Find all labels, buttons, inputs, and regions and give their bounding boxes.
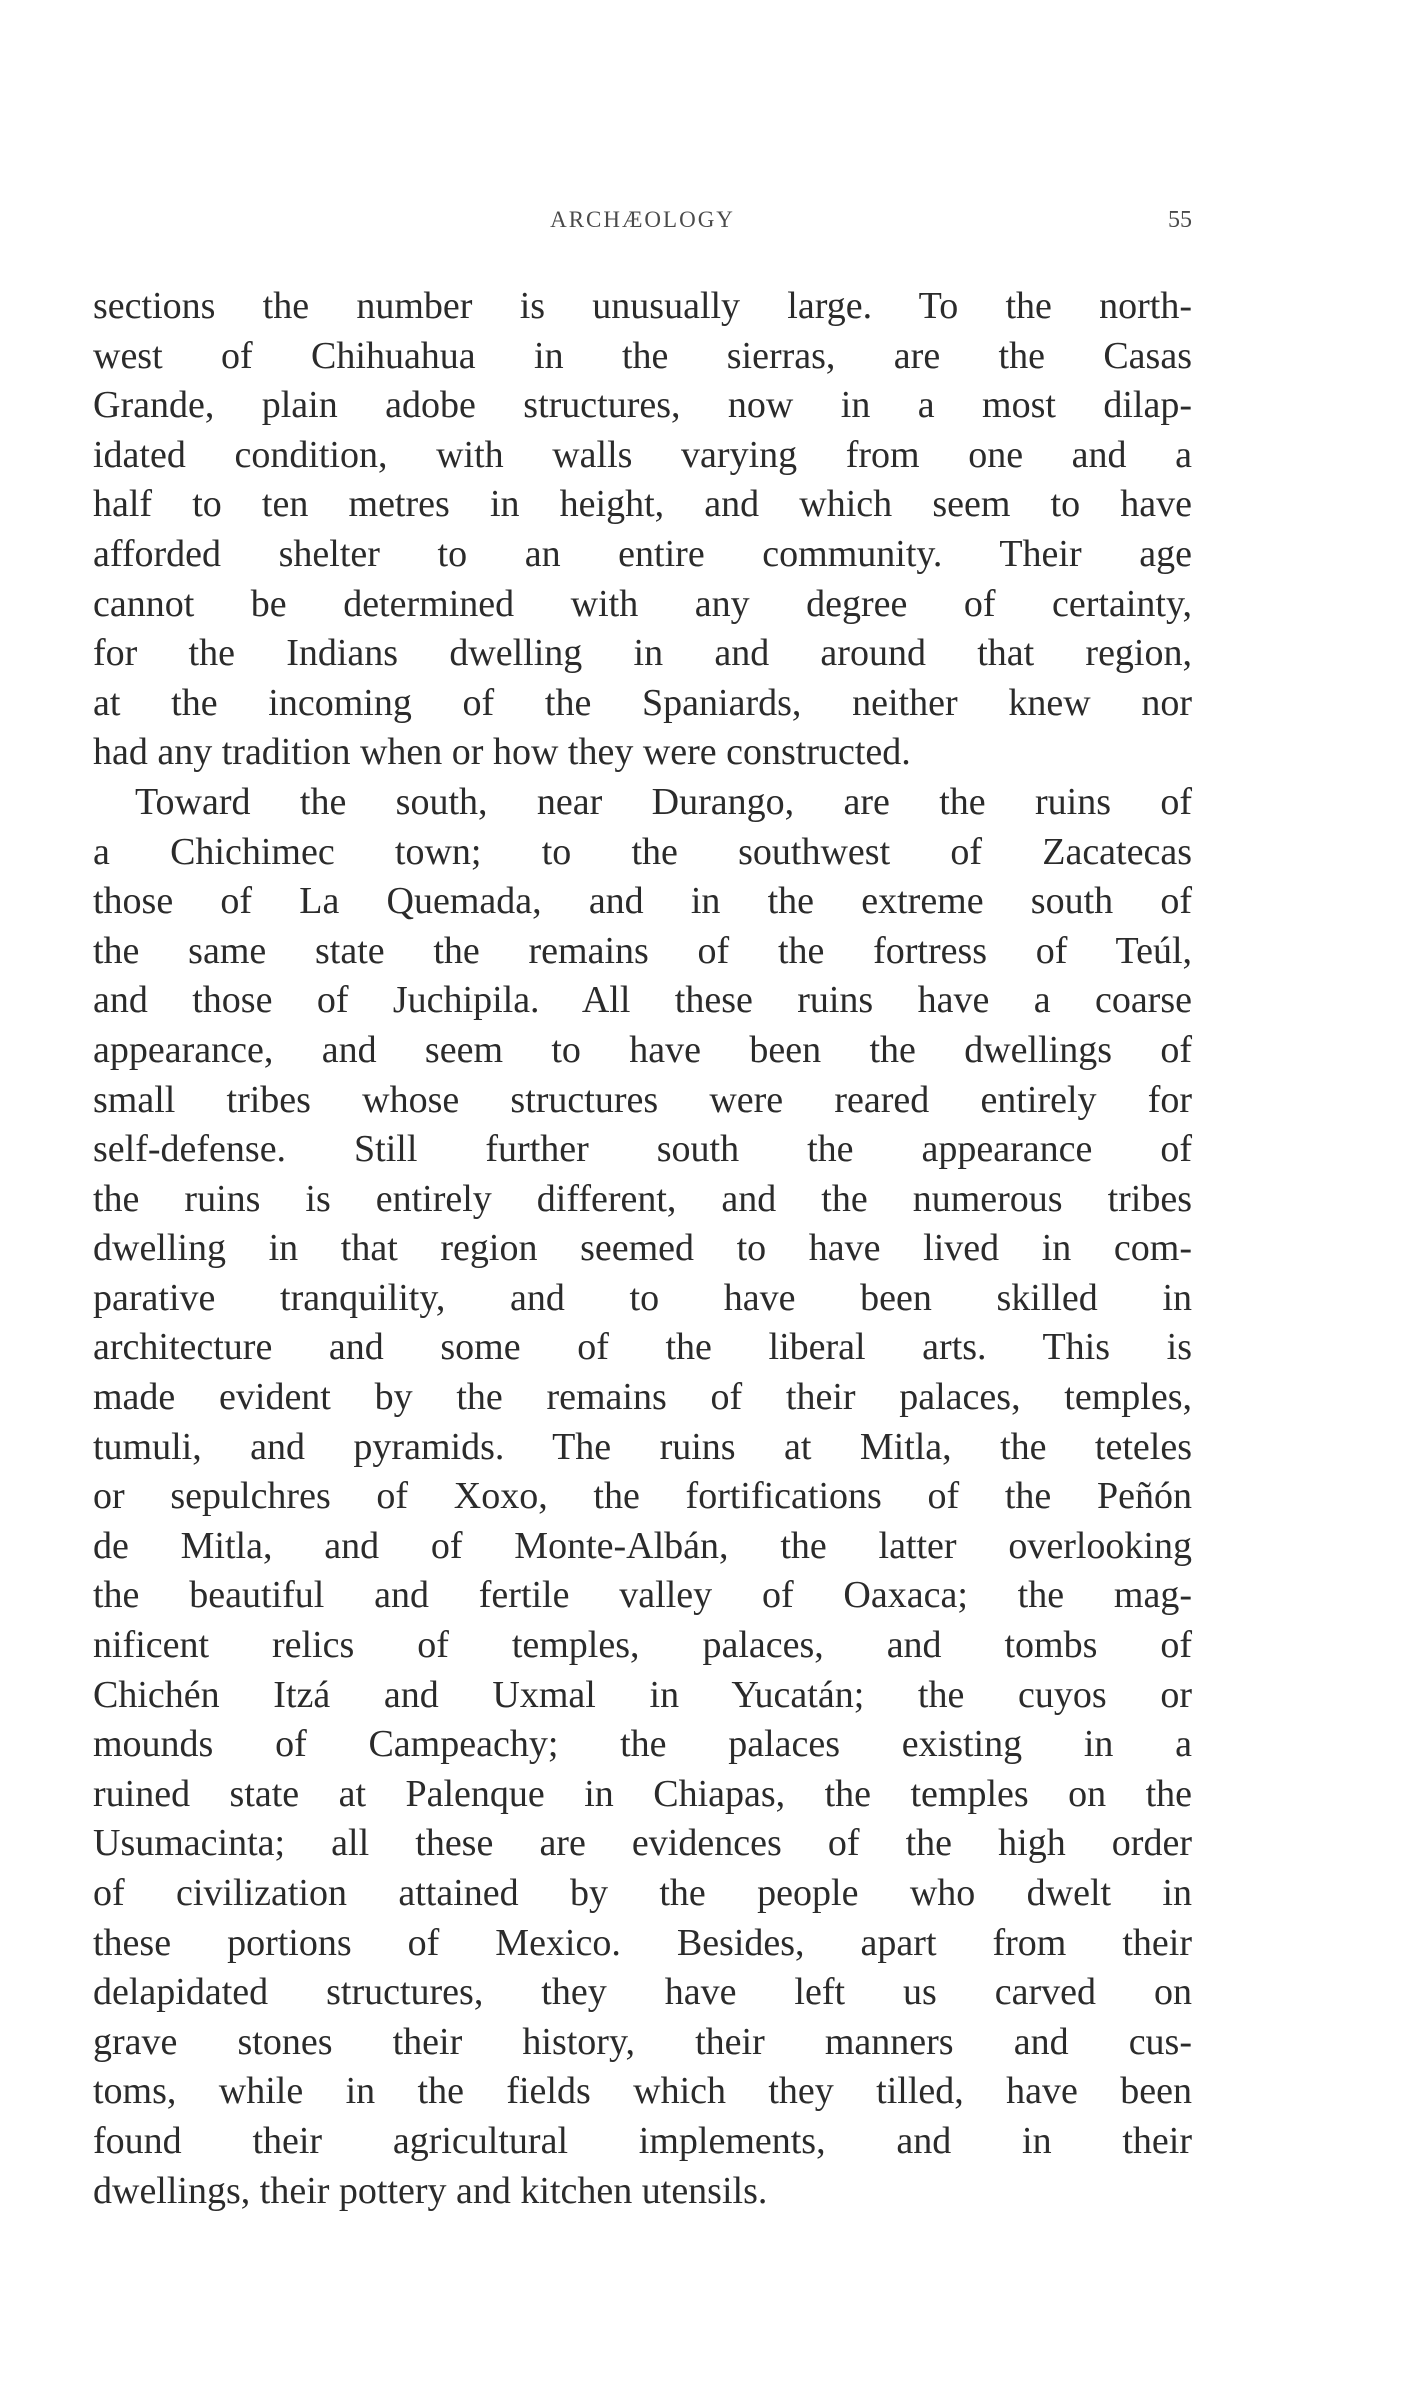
text-line: dwellings, their pottery and kitchen utensils. (93, 2169, 768, 2212)
text-line: the ruins is entirely different, and the numerous tribes (93, 1177, 1192, 1220)
text-line: idated condition, with walls varying from one and a (93, 433, 1192, 476)
text-line: those of La Quemada, and in the extreme south of (93, 880, 1192, 923)
text-line: for the Indians dwelling in and around that region, (93, 632, 1192, 675)
text-line: parative tranquility, and to have been skilled in (93, 1276, 1192, 1319)
text-line: de Mitla, and of Monte-Albán, the latter overlooking (93, 1524, 1192, 1567)
text-line: and those of Juchipila. All these ruins have a coarse (93, 979, 1192, 1022)
text-line: grave stones their history, their manners and cus- (93, 2020, 1192, 2063)
running-head (93, 200, 1192, 240)
text-line: self-defense. Still further south the appearance of (93, 1128, 1192, 1171)
page-number: 55 (1168, 207, 1192, 233)
text-line: found their agricultural implements, and in their (93, 2119, 1192, 2162)
text-line: at the incoming of the Spaniards, neither knew nor (93, 681, 1192, 724)
body-text (93, 282, 1192, 2216)
text-line: a Chichimec town; to the southwest of Zacatecas (93, 830, 1192, 873)
text-line: architecture and some of the liberal arts. This is (93, 1326, 1192, 1369)
text-line: dwelling in that region seemed to have lived in com- (93, 1227, 1192, 1270)
text-line: delapidated structures, they have left us carved on (93, 1971, 1192, 2014)
text-line: Grande, plain adobe structures, now in a most dilap- (93, 384, 1192, 427)
text-line: tumuli, and pyramids. The ruins at Mitla, the teteles (93, 1425, 1192, 1468)
text-line: nificent relics of temples, palaces, and tombs of (93, 1624, 1192, 1667)
text-line: half to ten metres in height, and which seem to have (93, 483, 1192, 526)
running-title: ARCHÆOLOGY (550, 207, 735, 232)
text-line: ruined state at Palenque in Chiapas, the temples on the (93, 1772, 1192, 1815)
text-line: appearance, and seem to have been the dwellings of (93, 1028, 1192, 1071)
text-line: of civilization attained by the people who dwelt in (93, 1872, 1192, 1914)
text-line: Toward the south, near Durango, are the ruins of (135, 780, 1192, 823)
text-line: west of Chihuahua in the sierras, are the Casas (93, 334, 1192, 377)
text-line: Usumacinta; all these are evidences of the high order (93, 1822, 1192, 1865)
text-line: sections the number is unusually large. To the north- (93, 285, 1192, 327)
text-line: the same state the remains of the fortress of Teúl, (93, 929, 1192, 972)
text-line: had any tradition when or how they were constructed. (93, 731, 911, 774)
text-line: mounds of Campeachy; the palaces existing in a (93, 1723, 1192, 1766)
text-line: made evident by the remains of their palaces, temples, (93, 1376, 1192, 1419)
text-line: afforded shelter to an entire community. Their age (93, 532, 1192, 575)
text-line: these portions of Mexico. Besides, apart from their (93, 1921, 1192, 1964)
text-line: Chichén Itzá and Uxmal in Yucatán; the cuyos or (93, 1673, 1192, 1716)
text-line: cannot be determined with any degree of certainty, (93, 582, 1192, 625)
text-line: small tribes whose structures were reared entirely for (93, 1078, 1192, 1121)
text-line: the beautiful and fertile valley of Oaxaca; the mag- (93, 1574, 1192, 1617)
text-line: toms, while in the fields which they tilled, have been (93, 2070, 1192, 2113)
text-line: or sepulchres of Xoxo, the fortifications of the Peñón (93, 1475, 1192, 1518)
